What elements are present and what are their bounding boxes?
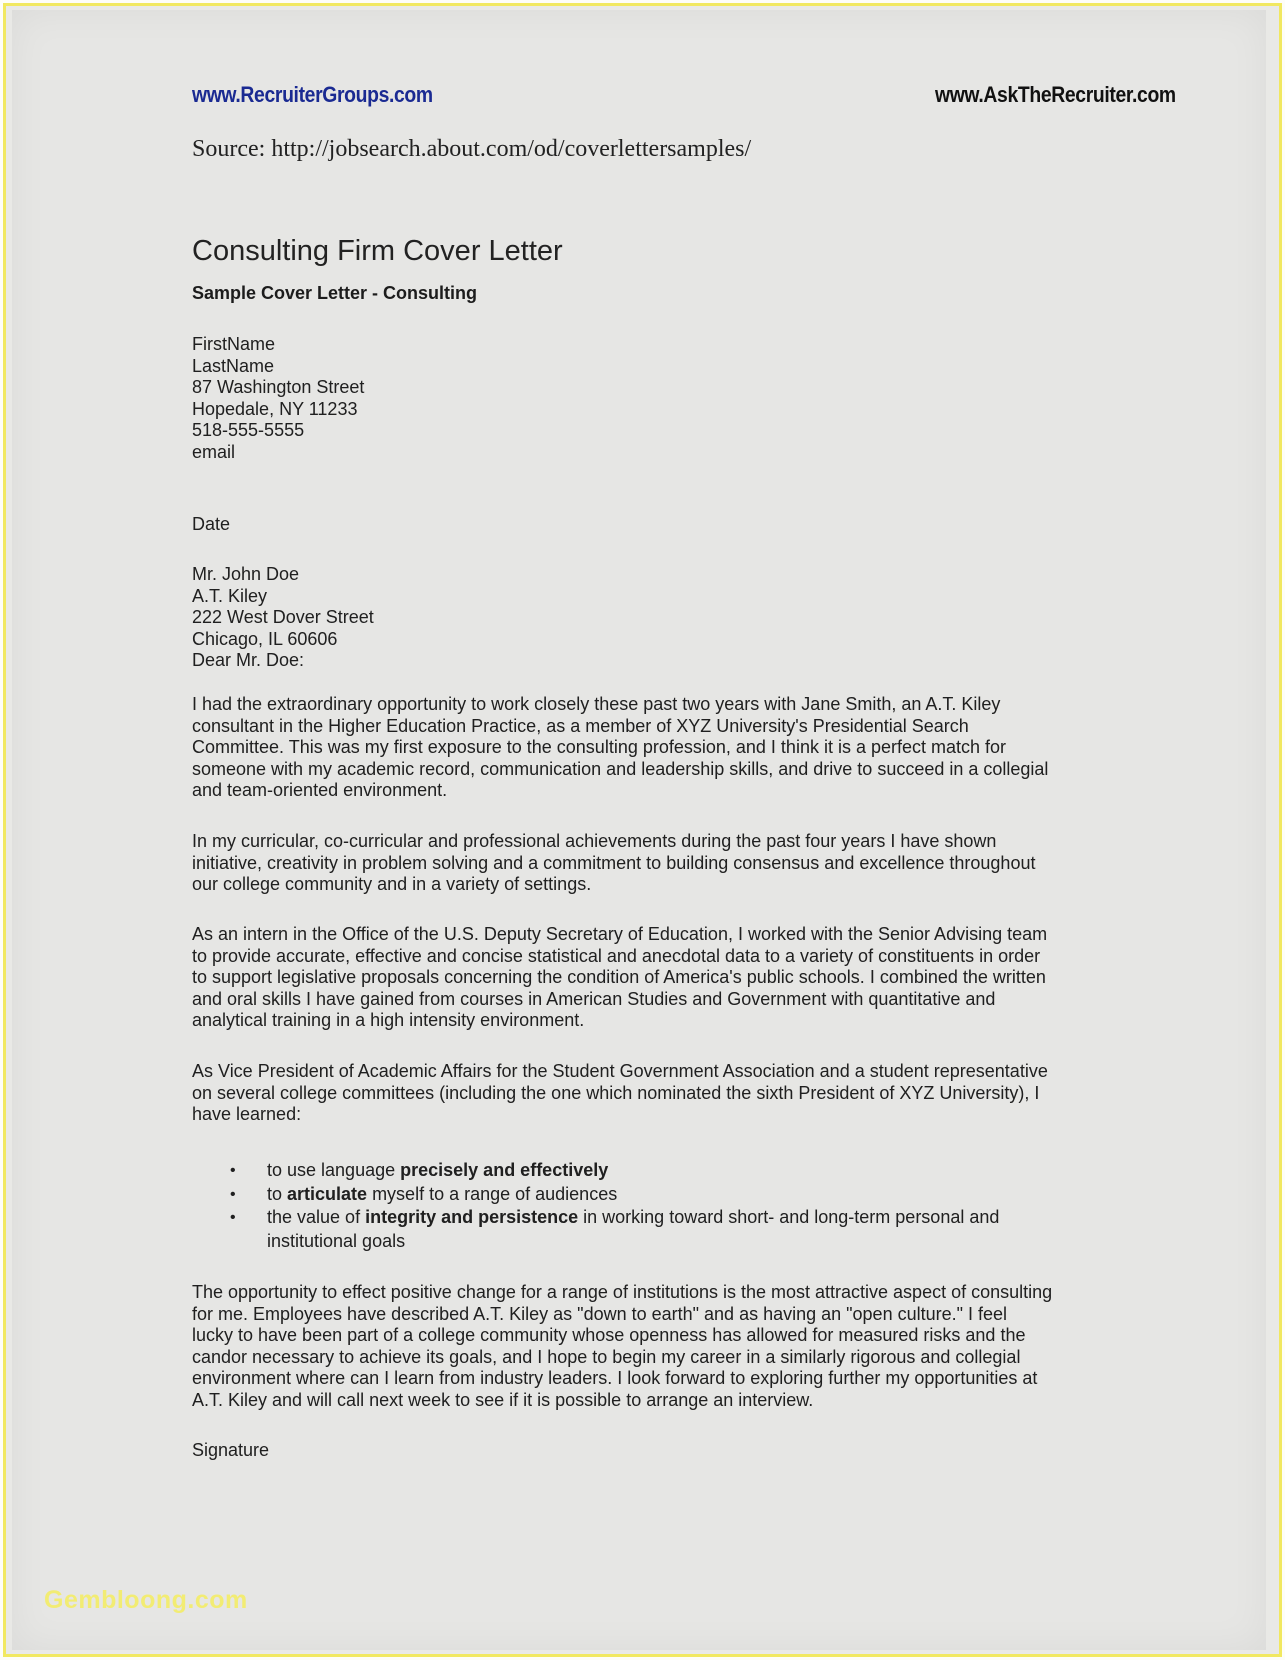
sender-line: Hopedale, NY 11233 bbox=[192, 398, 358, 419]
recipient-line: 222 West Dover Street bbox=[192, 607, 374, 627]
document-title: Consulting Firm Cover Letter bbox=[192, 235, 563, 267]
list-item bbox=[192, 1159, 1092, 1183]
recipient-line: A.T. Kiley bbox=[192, 585, 268, 606]
bullet-text: to use language bbox=[267, 1160, 401, 1180]
paragraph-5 bbox=[192, 1282, 1092, 1411]
paragraph-line: lucky to have been part of a college community whose openness has allowed for measured risks and the bbox=[192, 1325, 1026, 1345]
bullet-icon: • bbox=[230, 1209, 236, 1226]
paragraph-line: I had the extraordinary opportunity to work closely these past two years with Jane Smith, an A.T. Kiley bbox=[192, 694, 1001, 714]
bullet-icon: • bbox=[230, 1162, 236, 1179]
paragraph-line: Committee. This was my first exposure to the consulting profession, and I think it is a perfect match for bbox=[192, 737, 1007, 757]
paragraph-line: have learned: bbox=[192, 1104, 302, 1124]
sender-line: FirstName bbox=[192, 334, 276, 354]
paragraph-2 bbox=[192, 831, 1092, 896]
bullet-bold-text: integrity and persistence bbox=[365, 1207, 579, 1227]
paragraph-line: As Vice President of Academic Affairs for the Student Government Association and a student representative bbox=[192, 1061, 1048, 1081]
signature-text: Signature bbox=[192, 1440, 270, 1460]
paragraph-line: to support legislative proposals concerning the condition of America's public schools. I combined the written bbox=[192, 967, 1046, 987]
paragraph-line: The opportunity to effect positive change for a range of institutions is the most attractive aspect of consulting bbox=[192, 1282, 1053, 1302]
paragraph-1 bbox=[192, 694, 1092, 802]
sender-line: 87 Washington Street bbox=[192, 377, 365, 397]
paragraph-line: someone with my academic record, communication and leadership skills, and drive to succeed in a collegial bbox=[192, 758, 1049, 779]
recipient-address bbox=[192, 564, 1092, 672]
watermark: Gembloong.com bbox=[44, 1586, 248, 1614]
document-subtitle: Sample Cover Letter - Consulting bbox=[192, 283, 478, 303]
paragraph-line: A.T. Kiley and will call next week to see if it is possible to arrange an interview. bbox=[192, 1389, 814, 1410]
bullet-bold-text: precisely and effectively bbox=[400, 1160, 609, 1180]
paragraph-line: on several college committees (including the one which nominated the sixth President of XYZ University), I bbox=[192, 1082, 1040, 1103]
salutation: Dear Mr. Doe: bbox=[192, 650, 305, 670]
recipient-line: Mr. John Doe bbox=[192, 564, 300, 584]
sender-line: email bbox=[192, 441, 236, 462]
skills-bullet-list bbox=[192, 1159, 1092, 1253]
date-line bbox=[192, 514, 1092, 536]
sender-address bbox=[192, 334, 1092, 463]
bullet-text: in working toward short- and long-term personal and bbox=[578, 1207, 1000, 1227]
paragraph-4 bbox=[192, 1061, 1092, 1126]
bullet-bold-text: articulate bbox=[287, 1183, 368, 1204]
list-item-continuation bbox=[192, 1230, 1092, 1254]
recipient-line: Chicago, IL 60606 bbox=[192, 628, 338, 649]
paragraph-line: and team-oriented environment. bbox=[192, 780, 448, 800]
paragraph-line: for me. Employees have described A.T. Kiley as "down to earth" and as having an "open culture." I feel bbox=[192, 1303, 1008, 1324]
paragraph-3 bbox=[192, 924, 1092, 1032]
sender-line: 518-555-5555 bbox=[192, 420, 305, 440]
paragraph-line: consultant in the Higher Education Practice, as a member of XYZ University's Presidential Search bbox=[192, 715, 969, 736]
source-line: Source: http://jobsearch.about.com/od/coverlettersamples/ bbox=[192, 136, 752, 162]
sender-line: LastName bbox=[192, 355, 275, 376]
date-text: Date bbox=[192, 514, 231, 534]
paragraph-line: candor necessary to achieve its goals, and I hope to begin my career in a similarly rigorous and collegial bbox=[192, 1346, 1021, 1367]
bullet-text: the value of bbox=[267, 1207, 366, 1227]
list-item bbox=[192, 1206, 1092, 1230]
paragraph-line: and oral skills I have gained from courses in American Studies and Government with quantitative and bbox=[192, 988, 996, 1009]
recruitergroups-link[interactable]: www.RecruiterGroups.com bbox=[192, 82, 433, 107]
bullet-icon: • bbox=[230, 1185, 236, 1203]
asktherecruiter-link[interactable]: www.AskTheRecruiter.com bbox=[935, 82, 1176, 107]
list-item bbox=[192, 1183, 1092, 1207]
signature-block bbox=[192, 1440, 1092, 1462]
bullet-text: myself to a range of audiences bbox=[367, 1183, 618, 1204]
bullet-text: to bbox=[267, 1183, 288, 1204]
paragraph-line: As an intern in the Office of the U.S. Deputy Secretary of Education, I worked with the Senior Advising team bbox=[192, 924, 1048, 944]
bullet-text: institutional goals bbox=[267, 1230, 406, 1251]
paragraph-line: environment where can I learn from industry leaders. I look forward to exploring further my opportunities at bbox=[192, 1368, 1038, 1388]
paragraph-line: initiative, creativity in problem solving and a commitment to building consensus and excellence throughout bbox=[192, 852, 1036, 873]
paragraph-line: analytical training in a high intensity environment. bbox=[192, 1010, 585, 1030]
paragraph-line: In my curricular, co-curricular and professional achievements during the past four years I have shown bbox=[192, 831, 997, 851]
paragraph-line: to provide accurate, effective and concise statistical and anecdotal data to a variety of constituents in order bbox=[192, 945, 1041, 966]
paragraph-line: our college community and in a variety of settings. bbox=[192, 874, 592, 894]
